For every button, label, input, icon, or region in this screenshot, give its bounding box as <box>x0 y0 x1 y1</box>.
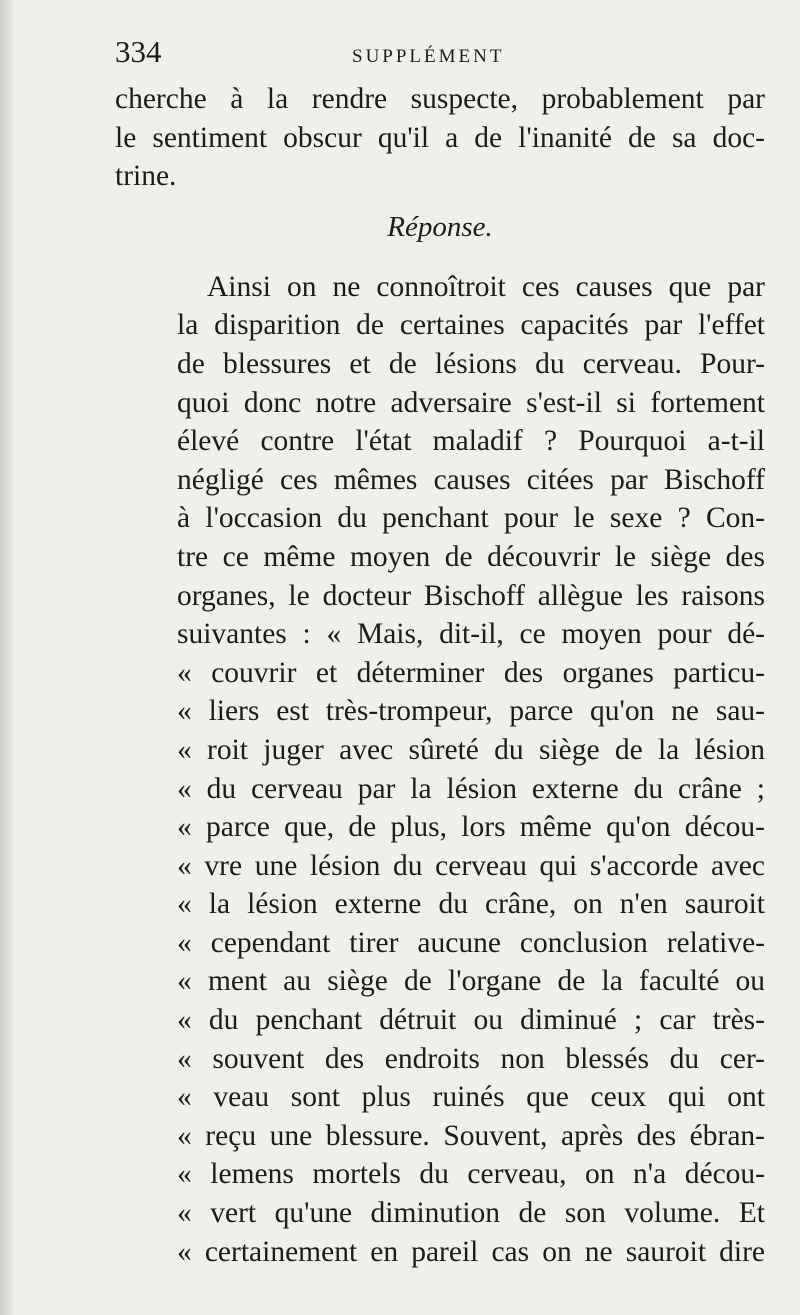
quote-line: « vert qu'une diminution de son volume. Et <box>177 1197 765 1230</box>
body-text <box>115 80 765 1271</box>
text-line: trine. <box>115 160 177 193</box>
page-edge <box>0 0 14 1315</box>
quote-line: « veau sont plus ruinés que ceux qui ont <box>177 1081 765 1114</box>
text-line: tre ce même moyen de découvrir le siège des <box>177 540 765 573</box>
quote-line: « du cerveau par la lésion externe du crâne ; <box>177 772 765 805</box>
page-number: 334 <box>115 34 162 69</box>
quote-line: « du penchant détruit ou diminué ; car très- <box>177 1004 765 1037</box>
quote-line: « reçu une blessure. Souvent, après des ébran- <box>177 1119 765 1152</box>
quote-line: « liers est très-trompeur, parce qu'on ne sau- <box>177 695 765 728</box>
quote-line: « cependant tirer aucune conclusion relative- <box>177 926 765 959</box>
text-line: à l'occasion du penchant pour le sexe ? Con- <box>177 502 765 535</box>
text-line: la disparition de certaines capacités par l'effet <box>177 309 765 342</box>
quote-line: « roit juger avec sûreté du siège de la lésion <box>177 733 765 766</box>
text-line: quoi donc notre adversaire s'est-il si fortement <box>177 386 765 419</box>
quote-line: « lemens mortels du cerveau, on n'a décou- <box>177 1158 765 1191</box>
running-head: SUPPLÉMENT <box>352 46 505 67</box>
section-heading: Réponse. <box>387 210 493 243</box>
quote-line: « certainement en pareil cas on ne sauroit dire <box>177 1235 765 1268</box>
text-line: négligé ces mêmes causes citées par Bischoff <box>177 463 765 496</box>
page-header <box>115 30 760 80</box>
text-line: de blessures et de lésions du cerveau. Pour- <box>177 347 765 380</box>
text-line: organes, le docteur Bischoff allègue les raisons <box>177 579 765 612</box>
text-line: le sentiment obscur qu'il a de l'inanité de sa doc- <box>115 121 765 154</box>
quote-line: « souvent des endroits non blessés du cer- <box>177 1042 765 1075</box>
quote-line: « vre une lésion du cerveau qui s'accorde avec <box>177 849 765 882</box>
quote-line: « la lésion externe du crâne, on n'en sauroit <box>177 888 765 921</box>
text-line: Ainsi on ne connoîtroit ces causes que par <box>207 270 765 303</box>
text-line: suivantes : « Mais, dit-il, ce moyen pour dé- <box>177 618 765 651</box>
quote-line: « parce que, de plus, lors même qu'on décou- <box>177 811 765 844</box>
quote-line: « couvrir et déterminer des organes particu- <box>177 656 765 689</box>
quote-line: « ment au siège de l'organe de la faculté ou <box>177 965 765 998</box>
text-line: cherche à la rendre suspecte, probablement par <box>115 83 765 115</box>
text-line: élevé contre l'état maladif ? Pourquoi a-t-il <box>177 425 765 458</box>
